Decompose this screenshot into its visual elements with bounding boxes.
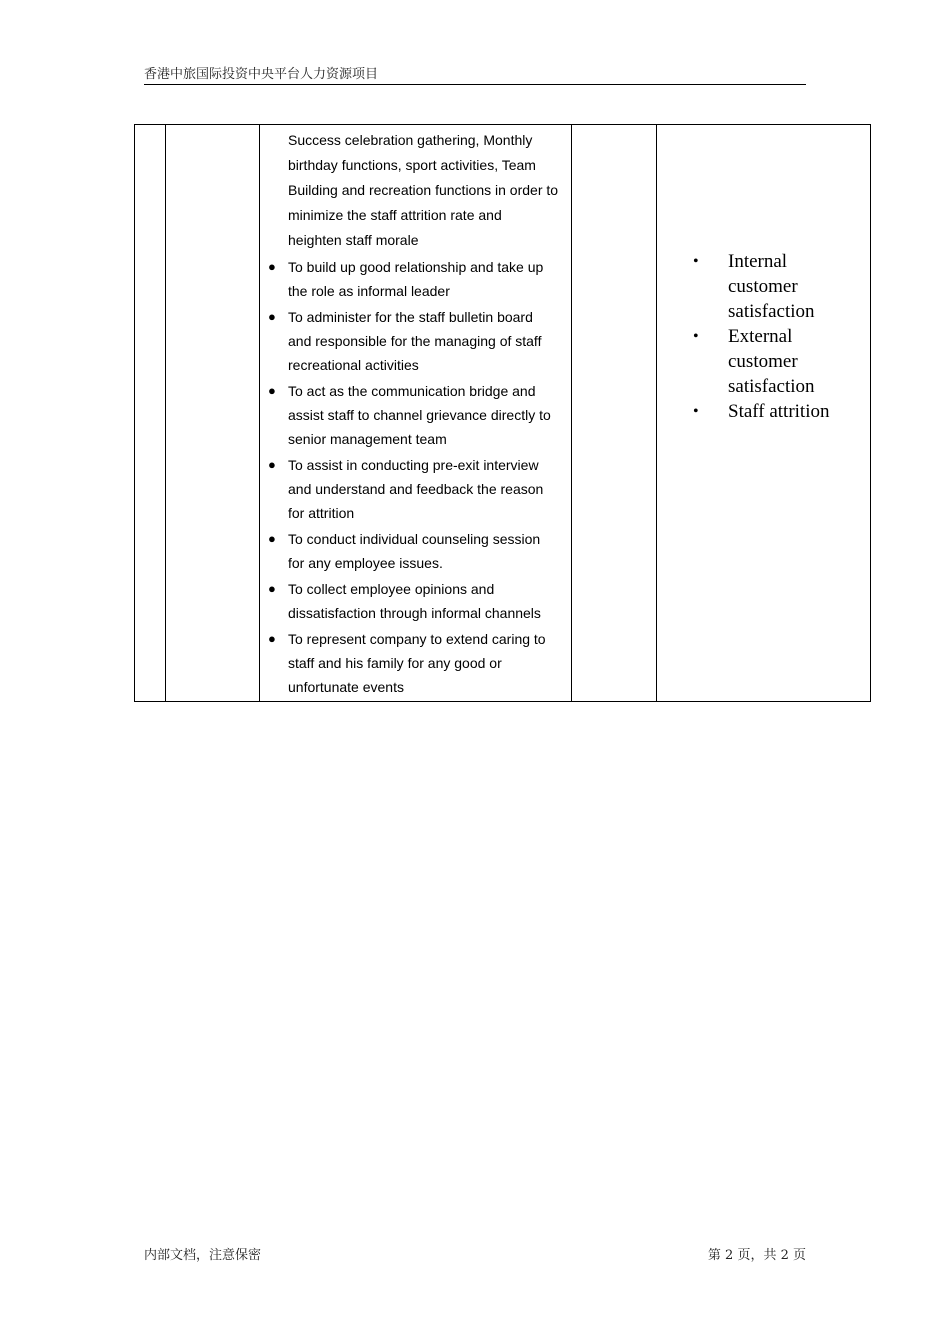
duty-text: To build up good relationship and take up the role as informal leader	[288, 259, 544, 299]
kpi-cell	[657, 125, 871, 702]
bullet-icon: ●	[268, 383, 276, 398]
kpi-text: Internal customer satisfaction	[728, 250, 815, 322]
page-number: 第 2 页，共 2 页	[707, 1248, 806, 1263]
list-item	[260, 255, 559, 303]
empty-cell-frequency	[572, 125, 657, 702]
duty-text: To collect employee opinions and dissatisfaction through informal channels	[288, 581, 541, 621]
duty-text: To act as the communication bridge and assist staff to channel grievance directly to senior management team	[288, 383, 551, 447]
kpi-item	[657, 399, 850, 424]
table-row	[135, 125, 871, 702]
bullet-icon: ●	[268, 309, 276, 324]
kpi-text: External customer satisfaction	[728, 325, 815, 397]
bullet-icon: ●	[268, 631, 276, 646]
confidentiality-note: 内部文档，注意保密	[144, 1248, 262, 1263]
duty-lead-text: Success celebration gathering, Monthly birthday functions, sport activities, Team Building and recreation functions in order to minimize the staff attrition rate and heighten staff morale	[288, 132, 559, 248]
duties-cell	[260, 125, 572, 702]
bullet-icon: ●	[268, 581, 276, 596]
duty-text: To represent company to extend caring to staff and his family for any good or unfortunate events	[288, 631, 546, 695]
list-item	[260, 453, 559, 525]
duty-text: To administer for the staff bulletin board and responsible for the managing of staff recreational activities	[288, 309, 542, 373]
bullet-icon: •	[693, 402, 699, 420]
list-item	[260, 379, 559, 451]
responsibility-table	[134, 124, 871, 702]
kpi-text: Staff attrition	[728, 400, 830, 422]
kpi-item	[657, 324, 850, 399]
list-item	[260, 627, 559, 699]
duty-text: To conduct individual counseling session for any employee issues.	[288, 531, 541, 571]
duty-text: To assist in conducting pre-exit interview and understand and feedback the reason for attrition	[288, 457, 544, 521]
kpi-list	[657, 249, 870, 424]
bullet-icon: •	[693, 327, 699, 345]
list-item	[260, 577, 559, 625]
empty-cell-index	[135, 125, 166, 702]
header-title: 香港中旅国际投资中央平台人力资源项目	[144, 67, 379, 82]
bullet-icon: ●	[268, 259, 276, 274]
page-header	[144, 66, 806, 85]
bullet-icon: •	[693, 252, 699, 270]
duty-list	[260, 255, 559, 699]
list-item	[260, 305, 559, 377]
bullet-icon: ●	[268, 457, 276, 472]
bullet-icon: ●	[268, 531, 276, 546]
page-footer	[144, 1247, 806, 1265]
empty-cell-area	[166, 125, 260, 702]
list-item	[260, 527, 559, 575]
kpi-item	[657, 249, 850, 324]
